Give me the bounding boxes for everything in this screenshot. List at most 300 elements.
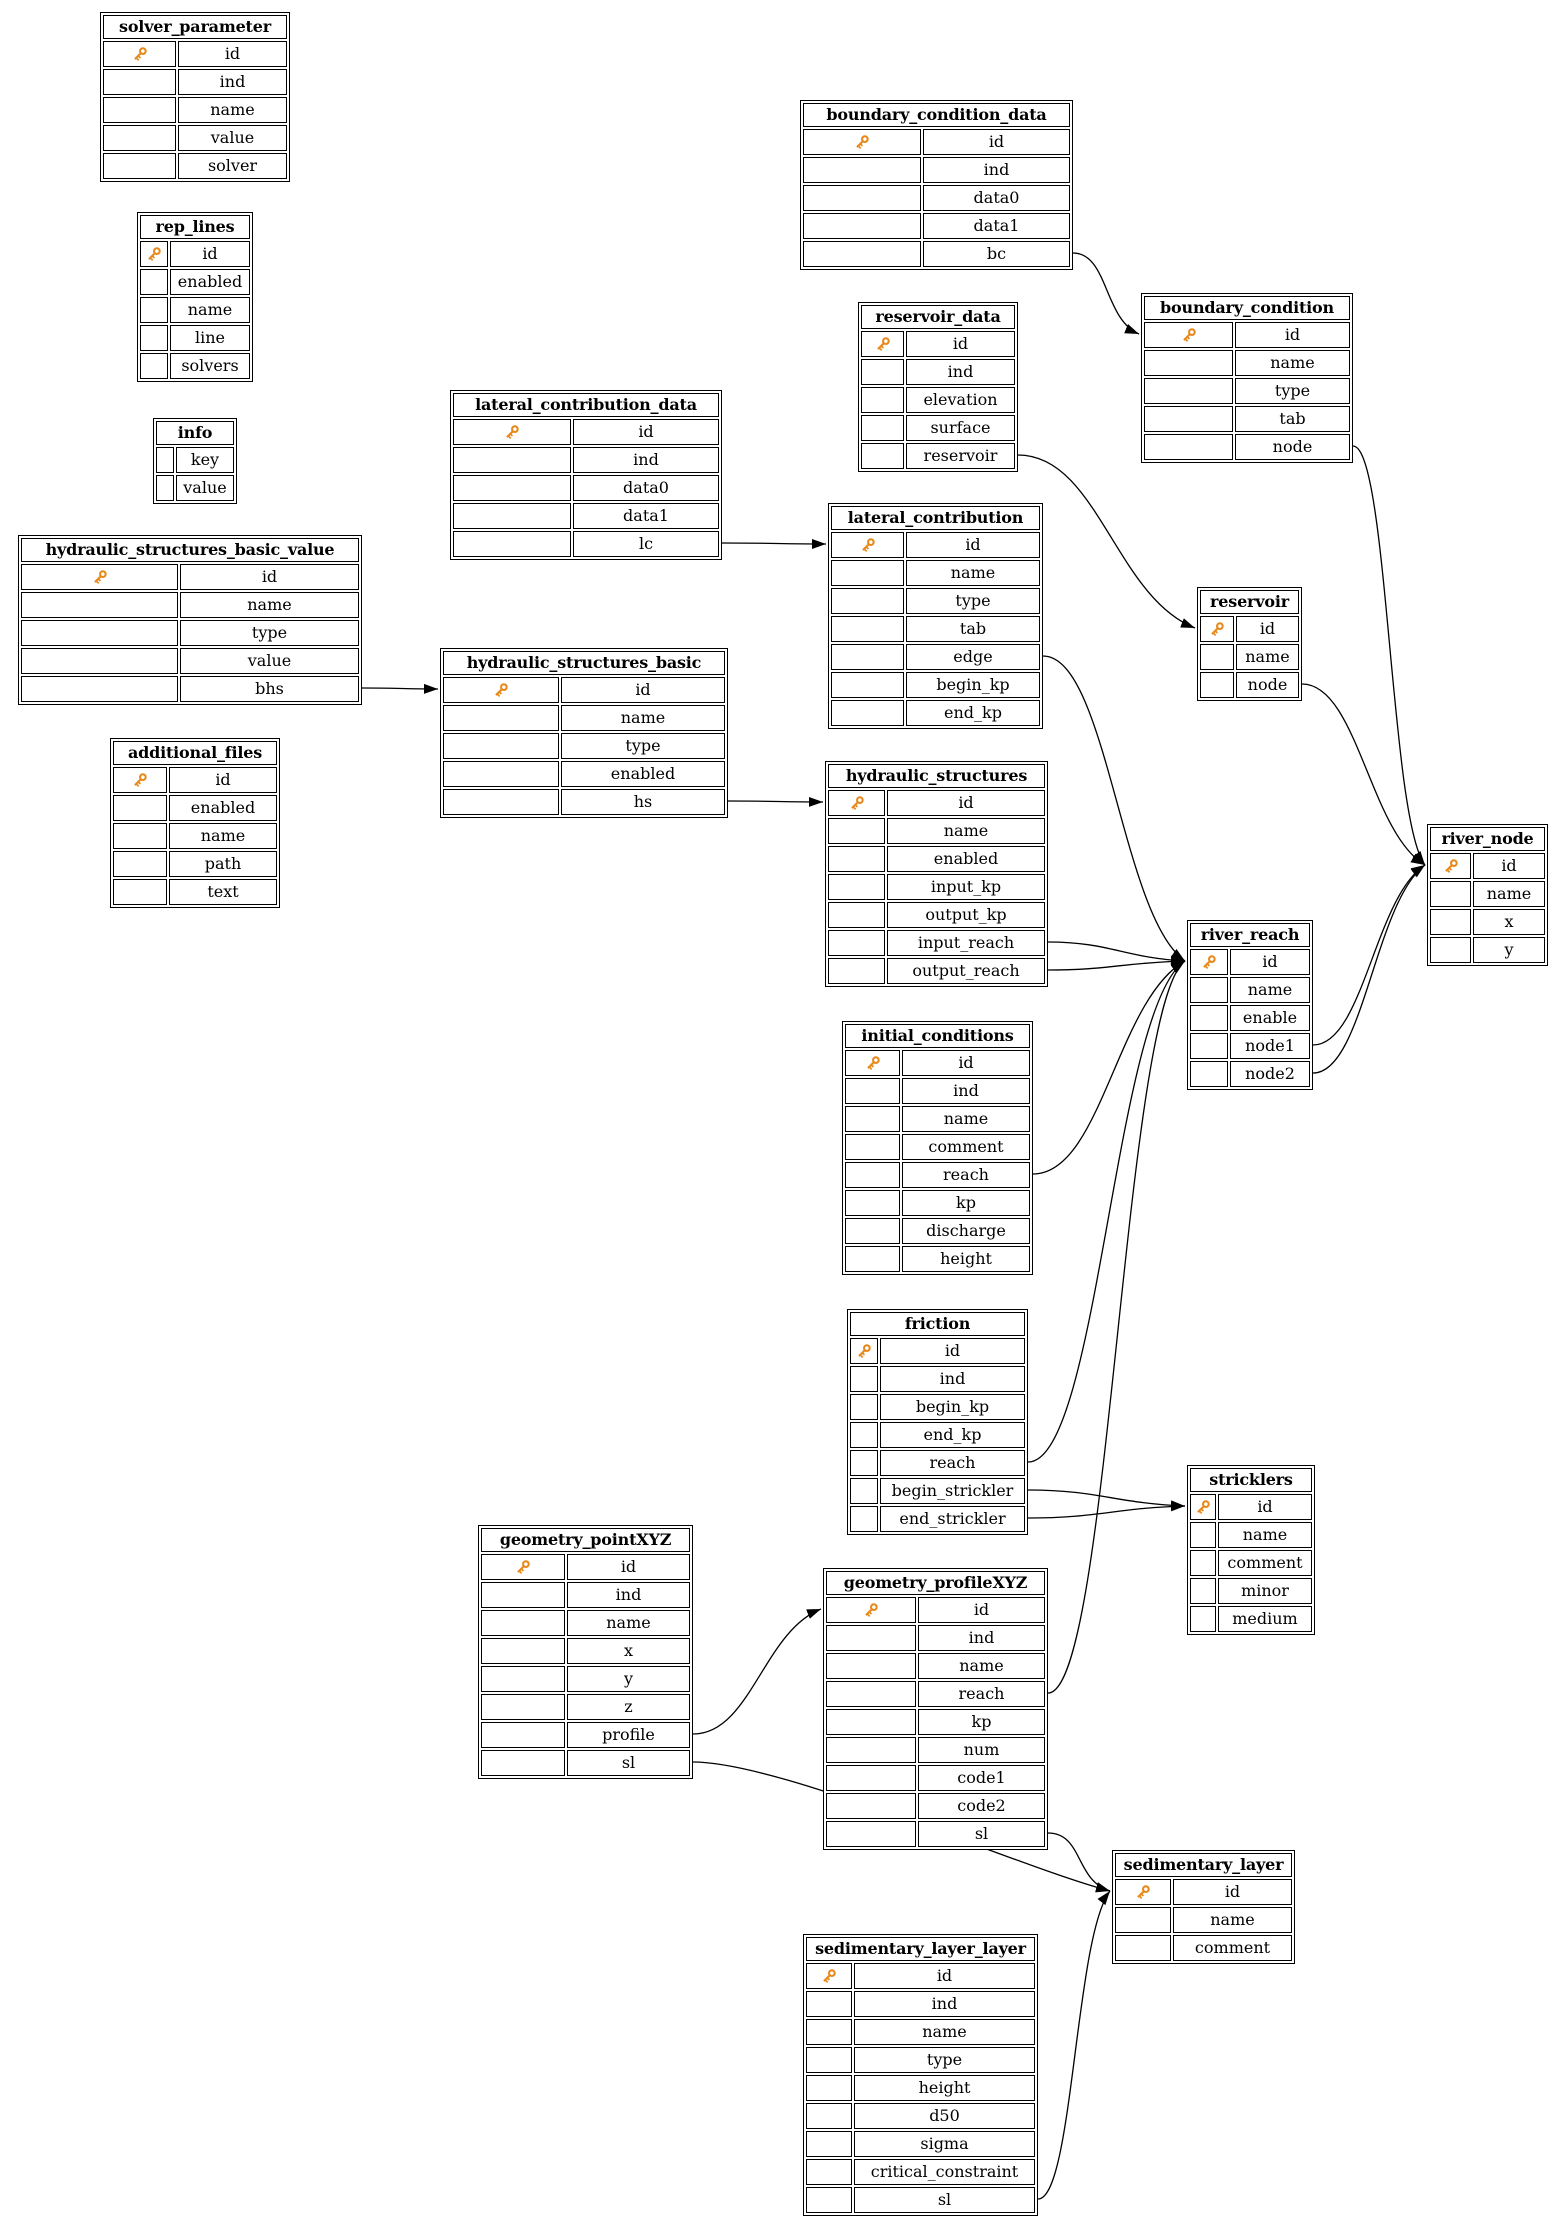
- table-hydraulic_structures_basic: [440, 648, 728, 818]
- field-name: hs: [561, 789, 725, 815]
- table-row: [1144, 406, 1350, 432]
- table-hydraulic_structures_basic_value: [18, 535, 362, 705]
- empty-cell: [103, 69, 176, 95]
- empty-cell: [861, 387, 904, 413]
- key-cell: [1430, 853, 1471, 879]
- empty-cell: [845, 1218, 900, 1244]
- field-name: data0: [923, 185, 1070, 211]
- primary-key-icon: [1134, 1883, 1152, 1901]
- table-row: [481, 1750, 690, 1776]
- relation-edge-hydraulic_structures_basic.hs-to-hydraulic_structures: [728, 801, 823, 802]
- table-row: [806, 2075, 1035, 2101]
- field-name: path: [169, 851, 277, 877]
- empty-cell: [826, 1793, 916, 1819]
- key-cell: [103, 41, 176, 67]
- table-row: [845, 1246, 1030, 1272]
- empty-cell: [806, 2187, 852, 2213]
- field-name: reservoir: [906, 443, 1015, 469]
- table-geometry_profileXYZ: [823, 1568, 1048, 1850]
- table-row: [806, 1991, 1035, 2017]
- empty-cell: [826, 1625, 916, 1651]
- table-row: [156, 475, 234, 501]
- key-cell: [140, 241, 168, 267]
- field-name: name: [906, 560, 1040, 586]
- table-row: [21, 620, 359, 646]
- field-name: line: [170, 325, 250, 351]
- key-cell: [850, 1338, 878, 1364]
- table-row: [845, 1162, 1030, 1188]
- table-row: [828, 790, 1045, 816]
- table-reservoir: [1197, 587, 1302, 701]
- key-cell: [831, 532, 904, 558]
- table-row: [826, 1737, 1045, 1763]
- field-name: name: [902, 1106, 1030, 1132]
- empty-cell: [1200, 644, 1234, 670]
- field-name: node2: [1230, 1061, 1310, 1087]
- primary-key-icon: [848, 794, 866, 812]
- field-name: end_kp: [906, 700, 1040, 726]
- key-cell: [861, 331, 904, 357]
- field-name: sigma: [854, 2131, 1035, 2157]
- empty-cell: [850, 1422, 878, 1448]
- table-info: [153, 418, 237, 504]
- table-row: [803, 185, 1070, 211]
- field-name: key: [176, 447, 234, 473]
- empty-cell: [845, 1246, 900, 1272]
- empty-cell: [806, 2159, 852, 2185]
- field-name: id: [923, 129, 1070, 155]
- field-name: critical_constraint: [854, 2159, 1035, 2185]
- table-geometry_pointXYZ: [478, 1525, 693, 1779]
- empty-cell: [826, 1765, 916, 1791]
- field-name: name: [887, 818, 1045, 844]
- table-row: [845, 1218, 1030, 1244]
- table-row: [845, 1078, 1030, 1104]
- empty-cell: [806, 2131, 852, 2157]
- field-name: name: [178, 97, 287, 123]
- field-name: z: [567, 1694, 690, 1720]
- key-cell: [1190, 1494, 1216, 1520]
- empty-cell: [1190, 1005, 1228, 1031]
- table-initial_conditions: [842, 1021, 1033, 1275]
- empty-cell: [831, 672, 904, 698]
- table-row: [826, 1765, 1045, 1791]
- table-row: [1190, 1494, 1312, 1520]
- relation-edge-sedimentary_layer_layer.sl-to-sedimentary_layer: [1038, 1891, 1110, 2199]
- field-name: end_kp: [880, 1422, 1025, 1448]
- field-name: edge: [906, 644, 1040, 670]
- empty-cell: [1115, 1935, 1171, 1961]
- empty-cell: [453, 503, 571, 529]
- field-name: id: [170, 241, 250, 267]
- table-sedimentary_layer: [1112, 1850, 1295, 1964]
- field-name: value: [178, 125, 287, 151]
- relation-edge-lateral_contribution_data.lc-to-lateral_contribution: [722, 543, 826, 544]
- empty-cell: [803, 241, 921, 267]
- empty-cell: [21, 592, 178, 618]
- field-name: kp: [902, 1190, 1030, 1216]
- key-cell: [828, 790, 885, 816]
- empty-cell: [140, 325, 168, 351]
- table-title: hydraulic_structures: [828, 764, 1045, 788]
- field-name: id: [854, 1963, 1035, 1989]
- table-row: [1144, 434, 1350, 460]
- field-name: id: [902, 1050, 1030, 1076]
- key-cell: [113, 767, 167, 793]
- empty-cell: [113, 851, 167, 877]
- table-row: [806, 1963, 1035, 1989]
- empty-cell: [1190, 1033, 1228, 1059]
- table-row: [481, 1554, 690, 1580]
- table-row: [1115, 1879, 1292, 1905]
- table-row: [803, 241, 1070, 267]
- table-row: [1190, 1522, 1312, 1548]
- empty-cell: [113, 795, 167, 821]
- field-name: data1: [923, 213, 1070, 239]
- field-name: ind: [918, 1625, 1045, 1651]
- field-name: lc: [573, 531, 719, 557]
- field-name: type: [1235, 378, 1350, 404]
- field-name: input_kp: [887, 874, 1045, 900]
- table-title: sedimentary_layer: [1115, 1853, 1292, 1877]
- field-name: id: [880, 1338, 1025, 1364]
- empty-cell: [826, 1737, 916, 1763]
- table-rep_lines: [137, 212, 253, 382]
- table-row: [861, 387, 1015, 413]
- field-name: elevation: [906, 387, 1015, 413]
- table-row: [103, 125, 287, 151]
- field-name: enabled: [887, 846, 1045, 872]
- table-friction: [847, 1309, 1028, 1535]
- table-row: [140, 297, 250, 323]
- field-name: id: [169, 767, 277, 793]
- primary-key-icon: [1442, 857, 1460, 875]
- table-title: river_reach: [1190, 923, 1310, 947]
- table-river_node: [1427, 824, 1548, 966]
- empty-cell: [443, 733, 559, 759]
- empty-cell: [1190, 1578, 1216, 1604]
- field-name: name: [180, 592, 359, 618]
- empty-cell: [806, 1991, 852, 2017]
- table-row: [806, 2159, 1035, 2185]
- field-name: name: [854, 2019, 1035, 2045]
- key-cell: [845, 1050, 900, 1076]
- field-name: bc: [923, 241, 1070, 267]
- table-row: [443, 789, 725, 815]
- field-name: d50: [854, 2103, 1035, 2129]
- empty-cell: [803, 185, 921, 211]
- empty-cell: [453, 475, 571, 501]
- table-row: [443, 705, 725, 731]
- field-name: name: [1230, 977, 1310, 1003]
- table-title: stricklers: [1190, 1468, 1312, 1492]
- empty-cell: [1144, 378, 1233, 404]
- empty-cell: [481, 1694, 565, 1720]
- field-name: ind: [902, 1078, 1030, 1104]
- relation-edge-hydraulic_structures.input_reach-to-river_reach: [1048, 942, 1185, 961]
- key-cell: [1190, 949, 1228, 975]
- table-row: [113, 823, 277, 849]
- key-cell: [21, 564, 178, 590]
- field-name: id: [918, 1597, 1045, 1623]
- table-row: [850, 1422, 1025, 1448]
- key-cell: [443, 677, 559, 703]
- table-title: geometry_profileXYZ: [826, 1571, 1045, 1595]
- empty-cell: [861, 359, 904, 385]
- empty-cell: [826, 1709, 916, 1735]
- key-cell: [826, 1597, 916, 1623]
- empty-cell: [443, 761, 559, 787]
- field-name: output_kp: [887, 902, 1045, 928]
- empty-cell: [831, 700, 904, 726]
- field-name: id: [906, 331, 1015, 357]
- empty-cell: [453, 447, 571, 473]
- empty-cell: [1190, 1606, 1216, 1632]
- table-boundary_condition_data: [800, 100, 1073, 270]
- empty-cell: [103, 125, 176, 151]
- empty-cell: [1430, 937, 1471, 963]
- field-name: minor: [1218, 1578, 1312, 1604]
- field-name: id: [180, 564, 359, 590]
- field-name: id: [1230, 949, 1310, 975]
- table-title: river_node: [1430, 827, 1545, 851]
- empty-cell: [826, 1681, 916, 1707]
- field-name: bhs: [180, 676, 359, 702]
- table-title: reservoir: [1200, 590, 1299, 614]
- empty-cell: [845, 1106, 900, 1132]
- empty-cell: [453, 531, 571, 557]
- field-name: height: [902, 1246, 1030, 1272]
- empty-cell: [481, 1666, 565, 1692]
- table-row: [1190, 1578, 1312, 1604]
- table-title: rep_lines: [140, 215, 250, 239]
- empty-cell: [803, 157, 921, 183]
- field-name: type: [561, 733, 725, 759]
- empty-cell: [1190, 1522, 1216, 1548]
- table-row: [443, 761, 725, 787]
- primary-key-icon: [855, 1342, 873, 1360]
- empty-cell: [156, 447, 174, 473]
- field-name: num: [918, 1737, 1045, 1763]
- empty-cell: [481, 1722, 565, 1748]
- field-name: sl: [854, 2187, 1035, 2213]
- table-row: [828, 874, 1045, 900]
- table-title: lateral_contribution_data: [453, 393, 719, 417]
- empty-cell: [481, 1582, 565, 1608]
- table-row: [826, 1597, 1045, 1623]
- table-title: sedimentary_layer_layer: [806, 1937, 1035, 1961]
- empty-cell: [845, 1190, 900, 1216]
- empty-cell: [831, 588, 904, 614]
- field-name: type: [854, 2047, 1035, 2073]
- table-row: [831, 532, 1040, 558]
- table-row: [826, 1793, 1045, 1819]
- table-row: [1200, 644, 1299, 670]
- field-name: solvers: [170, 353, 250, 379]
- field-name: id: [887, 790, 1045, 816]
- field-name: name: [567, 1610, 690, 1636]
- field-name: code2: [918, 1793, 1045, 1819]
- primary-key-icon: [131, 45, 149, 63]
- empty-cell: [1144, 350, 1233, 376]
- table-row: [803, 129, 1070, 155]
- relation-edge-reservoir_data.reservoir-to-reservoir: [1018, 455, 1195, 628]
- empty-cell: [140, 269, 168, 295]
- primary-key-icon: [131, 771, 149, 789]
- table-row: [803, 157, 1070, 183]
- field-name: id: [573, 419, 719, 445]
- empty-cell: [828, 902, 885, 928]
- primary-key-icon: [1194, 1498, 1212, 1516]
- table-row: [481, 1666, 690, 1692]
- primary-key-icon: [853, 133, 871, 151]
- table-sedimentary_layer_layer: [803, 1934, 1038, 2216]
- table-row: [826, 1681, 1045, 1707]
- field-name: profile: [567, 1722, 690, 1748]
- relation-edge-initial_conditions.reach-to-river_reach: [1033, 961, 1185, 1174]
- table-row: [828, 818, 1045, 844]
- table-title: boundary_condition: [1144, 296, 1350, 320]
- field-name: name: [1173, 1907, 1292, 1933]
- table-row: [481, 1638, 690, 1664]
- empty-cell: [1190, 977, 1228, 1003]
- table-row: [806, 2103, 1035, 2129]
- table-row: [831, 672, 1040, 698]
- table-row: [113, 879, 277, 905]
- empty-cell: [103, 97, 176, 123]
- field-name: input_reach: [887, 930, 1045, 956]
- empty-cell: [850, 1450, 878, 1476]
- table-row: [1144, 322, 1350, 348]
- table-title: additional_files: [113, 741, 277, 765]
- empty-cell: [140, 353, 168, 379]
- table-row: [481, 1722, 690, 1748]
- field-name: data1: [573, 503, 719, 529]
- table-row: [861, 331, 1015, 357]
- empty-cell: [828, 846, 885, 872]
- field-name: surface: [906, 415, 1015, 441]
- table-row: [481, 1610, 690, 1636]
- field-name: output_reach: [887, 958, 1045, 984]
- table-row: [826, 1653, 1045, 1679]
- empty-cell: [831, 644, 904, 670]
- table-row: [806, 2019, 1035, 2045]
- table-row: [806, 2131, 1035, 2157]
- table-row: [861, 415, 1015, 441]
- empty-cell: [21, 648, 178, 674]
- empty-cell: [826, 1821, 916, 1847]
- table-row: [113, 767, 277, 793]
- empty-cell: [156, 475, 174, 501]
- empty-cell: [828, 818, 885, 844]
- field-name: name: [918, 1653, 1045, 1679]
- table-row: [1190, 1033, 1310, 1059]
- field-name: type: [180, 620, 359, 646]
- table-row: [21, 592, 359, 618]
- empty-cell: [831, 616, 904, 642]
- empty-cell: [806, 2047, 852, 2073]
- empty-cell: [845, 1078, 900, 1104]
- empty-cell: [481, 1638, 565, 1664]
- field-name: height: [854, 2075, 1035, 2101]
- table-title: solver_parameter: [103, 15, 287, 39]
- empty-cell: [481, 1610, 565, 1636]
- key-cell: [806, 1963, 852, 1989]
- empty-cell: [850, 1506, 878, 1532]
- table-row: [453, 531, 719, 557]
- field-name: name: [1218, 1522, 1312, 1548]
- field-name: ind: [923, 157, 1070, 183]
- relation-edge-friction.reach-to-river_reach: [1028, 961, 1185, 1462]
- empty-cell: [103, 153, 176, 179]
- relation-edge-friction.begin_strickler-to-stricklers: [1028, 1490, 1185, 1506]
- table-row: [1190, 1550, 1312, 1576]
- field-name: name: [170, 297, 250, 323]
- empty-cell: [140, 297, 168, 323]
- table-row: [826, 1709, 1045, 1735]
- relation-edge-geometry_pointXYZ.profile-to-geometry_profileXYZ: [693, 1609, 821, 1734]
- table-reservoir_data: [858, 302, 1018, 472]
- field-name: comment: [1173, 1935, 1292, 1961]
- empty-cell: [113, 879, 167, 905]
- table-title: geometry_pointXYZ: [481, 1528, 690, 1552]
- empty-cell: [21, 620, 178, 646]
- table-row: [828, 958, 1045, 984]
- field-name: reach: [918, 1681, 1045, 1707]
- field-name: reach: [880, 1450, 1025, 1476]
- table-row: [1430, 937, 1545, 963]
- table-row: [831, 700, 1040, 726]
- field-name: kp: [918, 1709, 1045, 1735]
- field-name: begin_kp: [906, 672, 1040, 698]
- table-title: hydraulic_structures_basic: [443, 651, 725, 675]
- table-row: [850, 1366, 1025, 1392]
- table-row: [453, 419, 719, 445]
- table-row: [845, 1050, 1030, 1076]
- empty-cell: [806, 2019, 852, 2045]
- empty-cell: [113, 823, 167, 849]
- field-name: name: [1235, 350, 1350, 376]
- primary-key-icon: [820, 1967, 838, 1985]
- table-row: [850, 1450, 1025, 1476]
- field-name: ind: [854, 1991, 1035, 2017]
- field-name: tab: [1235, 406, 1350, 432]
- empty-cell: [1430, 909, 1471, 935]
- primary-key-icon: [91, 568, 109, 586]
- table-row: [1200, 672, 1299, 698]
- table-row: [826, 1625, 1045, 1651]
- empty-cell: [861, 443, 904, 469]
- table-row: [831, 588, 1040, 614]
- table-row: [845, 1106, 1030, 1132]
- table-row: [1190, 1606, 1312, 1632]
- empty-cell: [1144, 434, 1233, 460]
- key-cell: [481, 1554, 565, 1580]
- field-name: id: [1173, 1879, 1292, 1905]
- relation-edge-river_reach.node1-to-river_node: [1313, 865, 1425, 1045]
- empty-cell: [1190, 1061, 1228, 1087]
- table-row: [103, 41, 287, 67]
- table-row: [21, 648, 359, 674]
- field-name: sl: [567, 1750, 690, 1776]
- table-row: [831, 560, 1040, 586]
- empty-cell: [1144, 406, 1233, 432]
- field-name: value: [176, 475, 234, 501]
- table-solver_parameter: [100, 12, 290, 182]
- key-cell: [1200, 616, 1234, 642]
- field-name: ind: [567, 1582, 690, 1608]
- table-row: [1190, 1005, 1310, 1031]
